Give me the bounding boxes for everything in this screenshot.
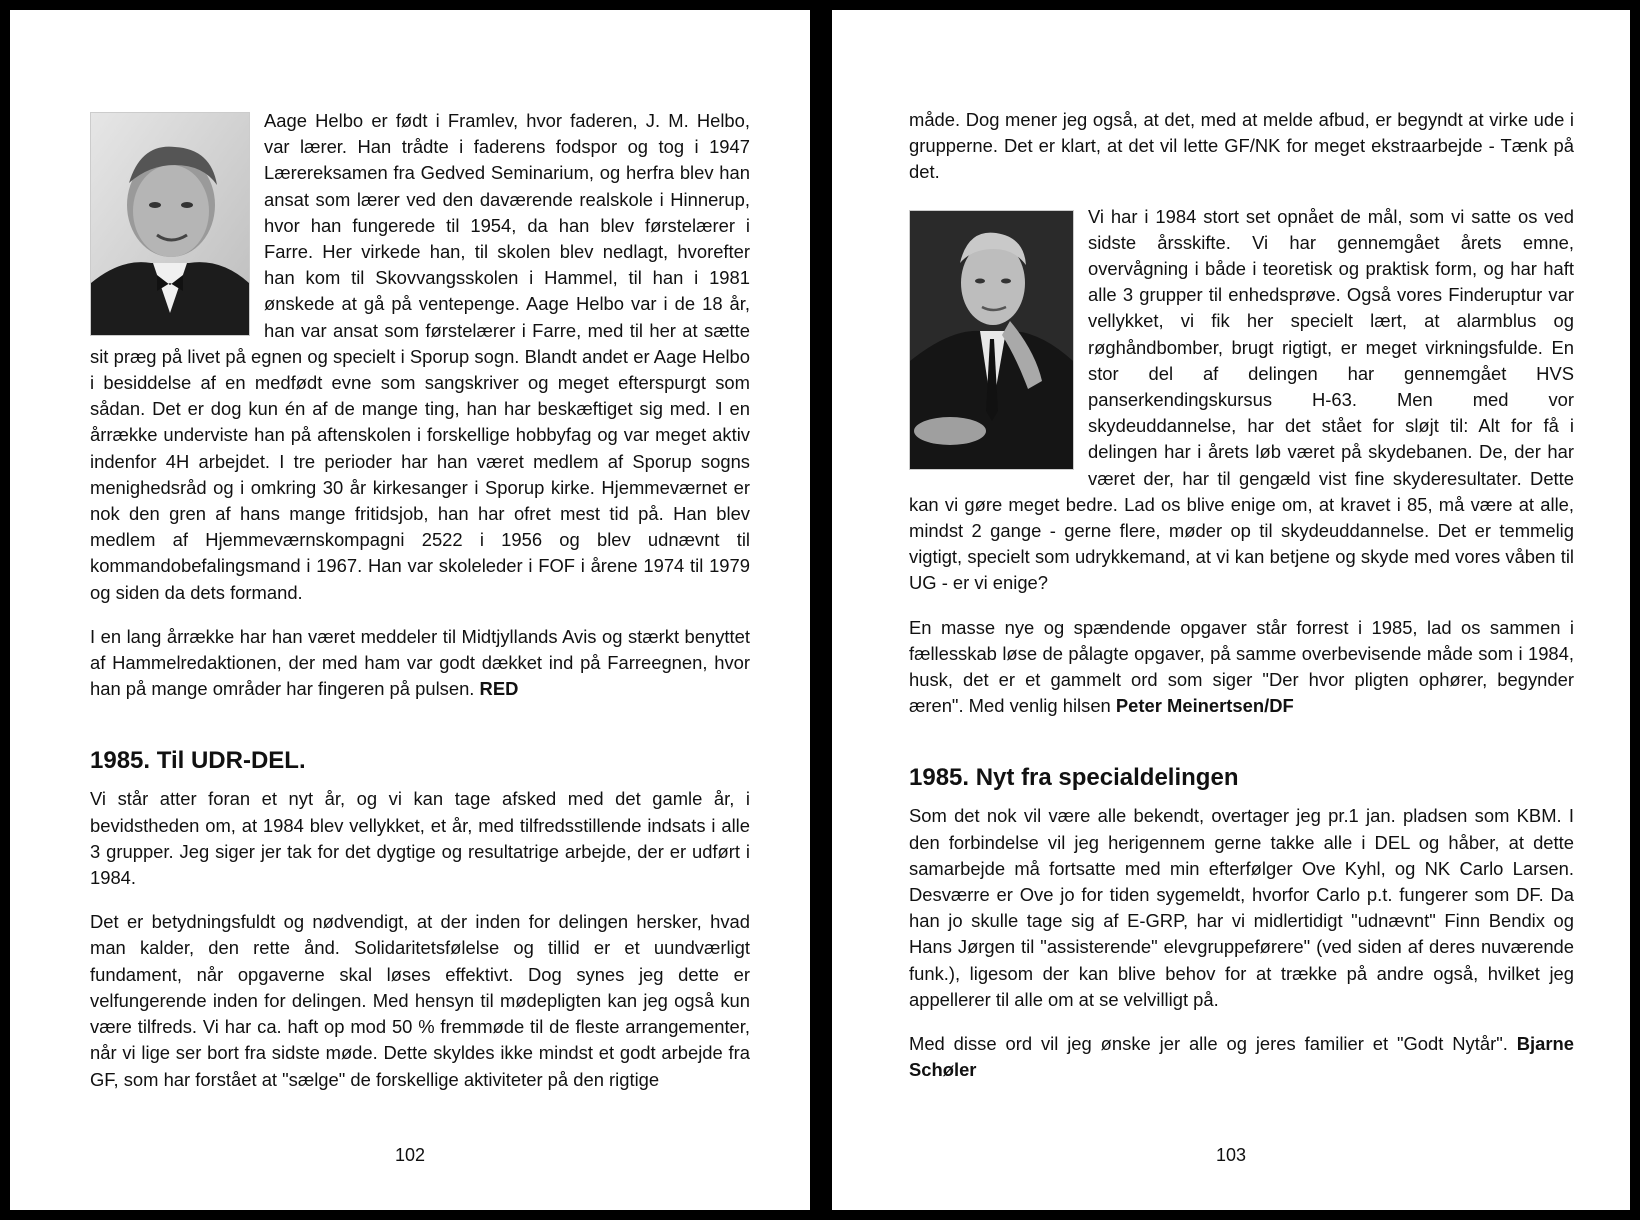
portrait-photo-peter-meinertsen (909, 210, 1074, 470)
paragraph-continued: måde. Dog mener jeg også, at det, med at melde afbud, er begyndt at virke ude i grupperne. Det er klart, at det vil lette GF/NK for meget ekstraarbejde - Tænk på det. (909, 109, 1574, 183)
left-page-content (90, 108, 750, 1111)
left-page (10, 10, 810, 1210)
paragraph-text: Med disse ord vil jeg ønske jer alle og jeres familier et "Godt Nytår". (909, 1033, 1508, 1055)
paragraph-aage-helbo-bio: Aage Helbo er født i Framlev, hvor faderen, J. M. Helbo, var lærer. Han trådte i faderens fodspor og tog i 1947 Lærereksamen fra Gedved Seminarium, og herfra blev han ansat som lærer ved den daværende realskole i Hinnerup, hvor han fungerede til 1954, da han blev førstelærer i Farre. Her virkede han, til skolen blev nedlagt, hvorefter han kom til Skovvangsskolen i Hammel, til han i 1981 ønskede at gå på ventepenge. Aage Helbo var i de 18 år, han var ansat som førstelærer i Farre, med til her at sætte sit præg på livet på egnen og specielt i Sporup sogn. Blandt andet er Aage Helbo i besiddelse af en medfødt evne som sangskriver og meget efterspurgt som sådan. Det er dog kun én af de mange ting, han har beskæftiget sig med. I en årrække underviste han på aftenskolen i forskellige hobbyfag og var meget aktiv indenfor 4H arbejdet. I tre perioder har han været medlem af Sporup sogns menighedsråd og i omkring 30 år kirkesanger i Sporup kirke. Hjemmeværnet er nok den gren af hans mange fritidsjob, han har ofret mest tid på. Han blev medlem af Hjemmeværnskompagni 2522 i 1956 og blev udnævnt til kommandobefalingsmand i 1967. Han var skoleleder i FOF i årene 1974 til 1979 og siden da dets formand. (90, 110, 750, 603)
paragraph-specialdelingen-1: Som det nok vil være alle bekendt, overtager jeg pr.1 jan. pladsen som KBM. I den forbindelse vil jeg herigennem gerne takke alle i DEL og håber, at dette samarbejde må fortsatte med min efterfølger Ove Kyhl, og NK Carlo Larsen. Desværre er Ove jo for tiden sygemeldt, hvorfor Carlo p.t. fungerer som DF. Da han jo skulle tage sig af E-GRP, har vi midlertidigt "udnævnt" Finn Bendix og Hans Jørgen til "assisterende" elevgruppeførere" (ved siden af deres nuværende funk.), ligesom der kan blive behov for at trække på andre også, hvilket jeg appellerer til alle om at se velvilligt på. (909, 805, 1574, 1010)
right-page-content (909, 107, 1574, 1102)
signature-red: RED (479, 678, 519, 700)
paragraph-maal-1984: Vi har i 1984 stort set opnået de mål, som vi satte os ved sidste årsskifte. Vi har gennemgået årets emne, overvågning i både i teoretisk og praktisk form, og har haft alle 3 grupper til enhedsprøve. Også vores Finderuptur var vellykket, vi fik her specielt lært, at alarmblus og røghåndbomber, brugt rigtigt, er meget virkningsfulde. En stor del af delingen har gennemgået HVS panserkendingskursus H-63. Men med vor skydeuddannelse, har det stået for sløjt til: Alt for få i delingen har i årets løb været på skydebanen. De, der har været der, har til gengæld vist fine skyderesultater. Dette kan vi gøre meget bedre. Lad os blive enige om, at kravet i 85, må være at alle, mindst 2 gange - gerne flere, møder op til skydeuddannelse. Det er temmelig vigtigt, specielt som udrykkemand, at vi kan betjene og skyde med vores våben til UG - er vi enige? (909, 205, 1574, 594)
right-page (832, 10, 1630, 1210)
paragraph-udr-del-2: Det er betydningsfuldt og nødvendigt, at der inden for delingen hersker, hvad man kalder, den rette ånd. Solidaritetsfølelse og tillid er et uundværligt fundament, når opgaverne skal løses effektivt. Dog synes jeg dette er velfungerende inden for delingen. Med hensyn til mødepligten kan jeg også kun være tilfreds. Vi har ca. haft op mod 50 % fremmøde til de fleste arrangementer, når vi lige ser bort fra sidste møde. Dette skyldes ikke mindst et godt arbejde fra GF, som har forstået at "sælge" de forskellige aktiviteter på den rigtige (90, 911, 750, 1090)
section-heading-til-udr-del: 1985. Til UDR-DEL. (90, 747, 306, 775)
paragraph-opgaver-1985 (909, 615, 1574, 720)
page-number: 103 (1215, 1145, 1247, 1165)
signature-peter-meinertsen: Peter Meinertsen/DF (1115, 695, 1294, 717)
paragraph-specialdelingen-2 (909, 1031, 1574, 1083)
page-number: 102 (394, 1145, 426, 1165)
paragraph-text: En masse nye og spændende opgaver står forrest i 1985, lad os sammen i fællesskab løse de pålagte opgaver, på samme overbevisende måde som i 1984, husk, det er et gammelt ord som siger "Der hvor pligten ophører, begynder æren". Med venlig hilsen (909, 616, 1574, 717)
signature-bjarne-schoeler: Bjarne Schøler (909, 1033, 1574, 1081)
paragraph-aage-helbo-meddeler (90, 624, 750, 703)
portrait-photo-aage-helbo (90, 112, 250, 336)
paragraph-text: I en lang årrække har han været meddeler til Midtjyllands Avis og stærkt benyttet af Hammelredaktionen, der med ham var godt dækket ind på Farreegnen, hvor han på mange områder har fingeren på pulsen. (90, 625, 750, 700)
section-heading-specialdelingen: 1985. Nyt fra specialdelingen (909, 764, 1239, 792)
paragraph-udr-del-1: Vi står atter foran et nyt år, og vi kan tage afsked med det gamle år, i bevidstheden om, at 1984 blev vellykket, et år, med tilfredsstillende indsats i alle 3 grupper. Jeg siger jer tak for det dygtige og resultatrige arbejde, der er udført i 1984. (90, 788, 750, 889)
